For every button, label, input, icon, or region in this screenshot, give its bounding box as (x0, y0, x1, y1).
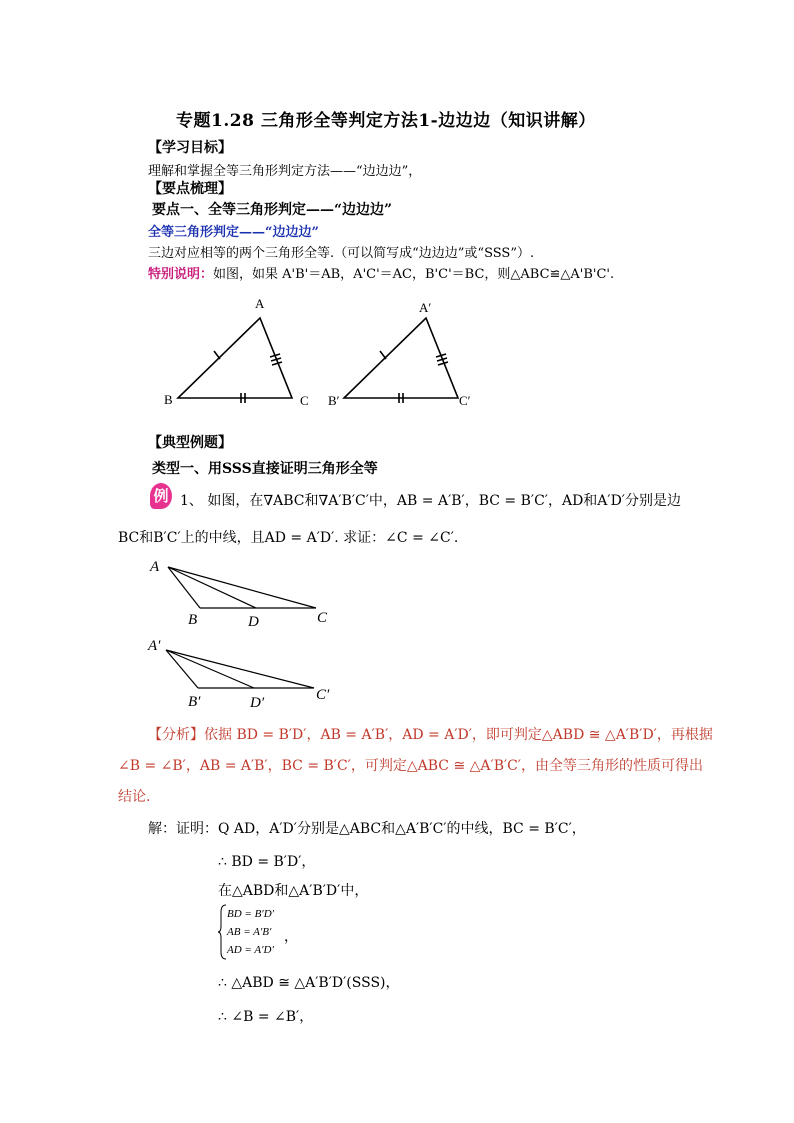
triangle-abc (178, 318, 292, 398)
analysis-line-1 (148, 724, 713, 744)
label-c: C (300, 393, 309, 408)
solution-line-1: 解：证明：Q AD，A′D′分别是△ABC和△A′B′C′的中线，BC = B′C′， (148, 821, 586, 837)
points-heading: 【要点梳理】 (148, 181, 232, 197)
analysis-line-2: ∠B = ∠B′，AB = A′B′，BC = B′C′，可判定△ABC ≅ △A′B′C′，由全等三角形的性质可得出 (118, 758, 704, 774)
goals-heading: 【学习目标】 (148, 140, 232, 156)
special-note (148, 263, 614, 282)
system-of-equations (218, 904, 318, 960)
example-line-1: 1、 如图，在∇ABC和∇A′B′C′中，AB = A′B′，BC = B′C′，AD和A′D′分别是边 (180, 493, 681, 509)
brace-comma: ， (284, 929, 298, 945)
brace-line-1: BD = B′D′ (227, 908, 275, 920)
brace-line-2: AB = A′B′ (227, 926, 272, 938)
page-title: 专题1.28 三角形全等判定方法1-边边边（知识讲解） (176, 111, 596, 131)
example-badge: 例 (150, 483, 172, 509)
label-c-prime: C′ (459, 393, 471, 408)
solution-line-2: ∴ BD = B′D′， (218, 854, 316, 870)
label-c2-prime: C′ (316, 687, 330, 703)
solution-line-4: ∴ △ABD ≅ △A′B′D′(SSS)， (218, 975, 400, 991)
examples-heading: 【典型例题】 (148, 435, 232, 451)
label-a2-prime: A′ (148, 638, 161, 654)
special-label: 特别说明： (148, 267, 214, 282)
label-a: A (255, 296, 265, 311)
label-b2: B (188, 612, 198, 628)
goals-text: 理解和掌握全等三角形判定方法——“边边边”， (148, 164, 422, 179)
analysis-line-3: 结论. (118, 789, 151, 805)
type1-heading: 类型一、用SSS直接证明三角形全等 (152, 461, 378, 477)
solution-line-3: 在△ABD和△A′B′D′中， (218, 883, 369, 899)
segment-ab (168, 567, 200, 608)
label-b: B (164, 392, 173, 407)
triangle-abc-prime (344, 318, 458, 398)
tick-ab-prime (380, 351, 386, 359)
label-a2: A (150, 559, 160, 575)
point1-subheading: 全等三角形判定——“边边边” (148, 225, 319, 240)
label-b2-prime: B′ (188, 694, 201, 710)
point1-text: 三边对应相等的两个三角形全等.（可以简写成“边边边”或“SSS”）. (148, 246, 535, 261)
tick-ab (214, 351, 220, 359)
figure-triangles-abc (150, 290, 490, 415)
label-d2-prime: D′ (250, 695, 265, 711)
label-a-prime: A′ (419, 300, 432, 315)
figure-medians (140, 553, 350, 713)
analysis-text-1: 依据 BD = B′D′，AB = A′B′，AD = A′D′，即可判定△ABD ≅ △A′B′D′，再根据 (204, 727, 713, 743)
segment-ab-prime (166, 650, 198, 688)
analysis-label: 【分析】 (148, 727, 204, 743)
point1-heading: 要点一、全等三角形判定——“边边边” (152, 202, 393, 218)
label-c2: C (317, 610, 328, 626)
example-line-2: BC和B′C′上的中线，且AD = A′D′. 求证：∠C = ∠C′. (118, 530, 459, 546)
brace-line-3: AD = A′D′ (227, 944, 274, 956)
label-b-prime: B′ (328, 393, 340, 408)
label-d2: D (248, 614, 259, 630)
solution-line-5: ∴ ∠B = ∠B′， (218, 1009, 314, 1025)
special-text: 如图，如果 A'B'＝AB，A'C'＝AC，B'C'＝BC，则△ABC≌△A'B'C'. (213, 267, 615, 282)
